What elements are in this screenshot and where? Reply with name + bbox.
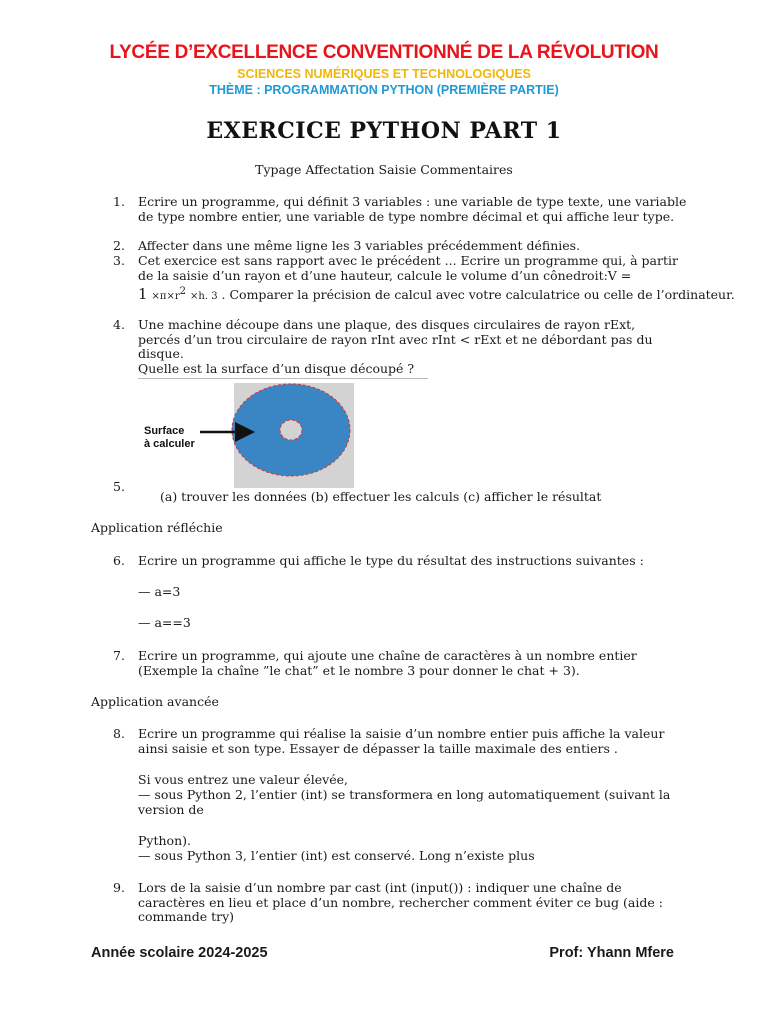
figure-label-line-2: à calculer <box>144 438 195 450</box>
item-8-line-2: — sous Python 2, l’entier (int) se transformera en long automatiquement (suivant la version de <box>138 787 671 817</box>
subject-line: SCIENCES NUMÉRIQUES ET TECHNOLOGIQUES <box>237 67 531 81</box>
theme-line: THÈME : PROGRAMMATION PYTHON (PREMIÈRE PARTIE) <box>209 83 559 97</box>
item-6-text: Ecrire un programme qui affiche le type du résultat des instructions suivantes : <box>138 553 644 568</box>
inner-hole <box>280 420 302 440</box>
item-1-text: Ecrire un programme, qui définit 3 variables : une variable de type texte, une variable de type nombre entier, une variable de type nombre décimal et qui affiche leur type. <box>138 194 687 224</box>
item-5-text: (a) trouver les données (b) effectuer les calculs (c) afficher le résultat <box>160 489 602 504</box>
item-3-number: 3. <box>113 253 125 268</box>
item-4-question: Quelle est la surface d’un disque découpé ? <box>138 361 415 376</box>
item-6-number: 6. <box>113 553 125 568</box>
item-5-number: 5. <box>113 479 125 494</box>
item-7-number: 7. <box>113 648 125 663</box>
section-avancee: Application avancée <box>91 694 219 709</box>
item-3-text-continued: . Comparer la précision de calcul avec votre calculatrice ou celle de l’ordinateur. <box>221 287 735 303</box>
disc-figure <box>138 383 354 488</box>
item-8-number: 8. <box>113 726 125 741</box>
school-name: LYCÉE D’EXCELLENCE CONVENTIONNÉ DE LA RÉVOLUTION <box>109 42 659 63</box>
item-2-text: Affecter dans une même ligne les 3 variables précédemment définies. <box>138 238 581 253</box>
page-title: EXERCICE PYTHON PART 1 <box>206 118 562 144</box>
item-4-number: 4. <box>113 317 125 332</box>
item-3-text: Cet exercice est sans rapport avec le précédent ... Ecrire un programme qui, à partir de la saisie d’un rayon et d’une hauteur, calcule le volume d’un cônedroit:V = <box>138 253 678 283</box>
figure-label-line-1: Surface <box>144 425 185 437</box>
item-8-text: Ecrire un programme qui réalise la saisie d’un nombre entier puis affiche la valeur ainsi saisie et son type. Essayer de dépasser la taille maximale des entiers . <box>138 726 665 756</box>
item-9-number: 9. <box>113 880 125 895</box>
item-4-text: Une machine découpe dans une plaque, des disques circulaires de rayon rExt, percés d’un trou circulaire de rayon rInt avec rInt < rExt et ne débordant pas du disque. <box>138 317 653 361</box>
section-reflechie: Application réfléchie <box>91 520 223 535</box>
item-7-text: Ecrire un programme, qui ajoute une chaîne de caractères à un nombre entier (Exemple la chaîne ”le chat” et le nombre 3 pour donner le chat + 3). <box>138 648 637 678</box>
formula-fraction-numerator: 1 <box>138 285 148 304</box>
item-8-line-3: Python). <box>138 833 191 848</box>
formula-exponent: 2 <box>179 286 187 297</box>
item-2-number: 2. <box>113 238 125 253</box>
item-1-number: 1. <box>113 194 125 209</box>
divider <box>138 378 428 379</box>
item-6-code-1: — a=3 <box>138 584 181 599</box>
disc-drawing <box>138 383 354 488</box>
formula-end: ×h. 3 <box>190 291 218 303</box>
page-subtitle: Typage Affectation Saisie Commentaires <box>255 162 513 177</box>
formula-middle: ×π×r <box>151 291 180 303</box>
item-6-code-2: — a==3 <box>138 615 191 630</box>
item-9-text: Lors de la saisie d’un nombre par cast (int (input()) : indiquer une chaîne de caractères en lieu et place d’un nombre, rechercher comment éviter ce bug (aide : commande try) <box>138 880 663 924</box>
item-8-line-1: Si vous entrez une valeur élevée, <box>138 772 348 787</box>
item-3-formula <box>138 285 735 305</box>
footer-prof: Prof: Yhann Mfere <box>549 945 674 961</box>
footer-year: Année scolaire 2024-2025 <box>91 945 268 961</box>
item-8-line-4: — sous Python 3, l’entier (int) est conservé. Long n’existe plus <box>138 848 535 863</box>
